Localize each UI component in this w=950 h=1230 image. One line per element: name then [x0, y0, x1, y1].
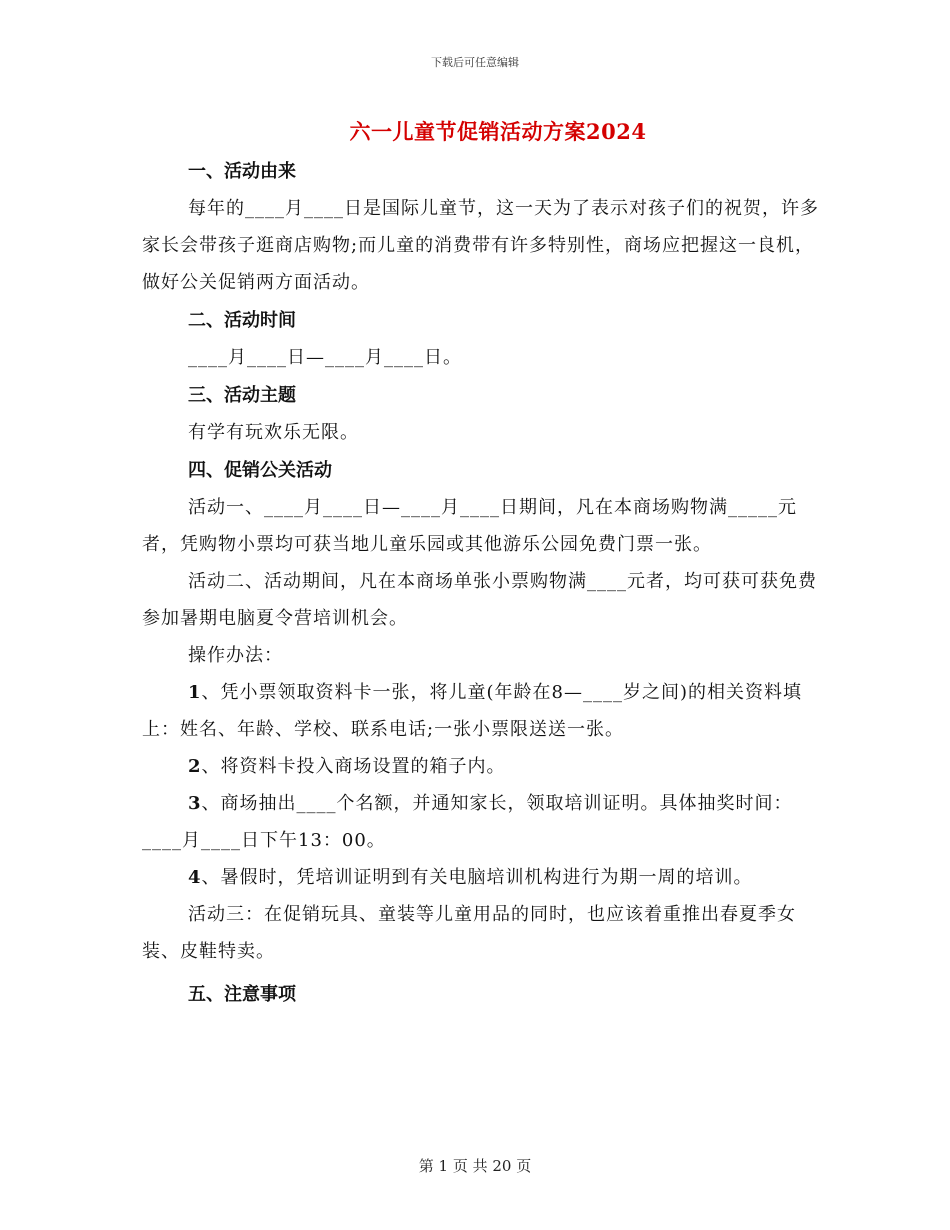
- step-2: [142, 748, 822, 785]
- section-heading-promotion: 四、促销公关活动: [188, 460, 332, 481]
- step-2-number: 2: [188, 756, 202, 777]
- paragraph-time: ____月____日—____月____日。: [188, 347, 462, 368]
- step-2-text: 、将资料卡投入商场设置的箱子内。: [201, 756, 506, 777]
- section-heading-theme: 三、活动主题: [188, 385, 296, 406]
- step-4-text: 、暑假时，凭培训证明到有关电脑培训机构进行为期一周的培训。: [201, 867, 753, 888]
- step-1-number: 1: [188, 682, 202, 703]
- step-4-number: 4: [188, 867, 202, 888]
- step-1: [142, 674, 822, 748]
- step-3-number: 3: [188, 793, 202, 814]
- step-4: [142, 859, 822, 896]
- paragraph-activity-one: 活动一、____月____日—____月____日期间，凡在本商场购物满_____元者，凭购物小票均可获当地儿童乐园或其他游乐公园免费门票一张。: [142, 497, 797, 555]
- document-title: 六一儿童节促销活动方案2024: [349, 119, 647, 144]
- section-heading-notes: 五、注意事项: [188, 984, 296, 1005]
- step-3: [142, 785, 822, 859]
- paragraph-origin: 每年的____月____日是国际儿童节，这一天为了表示对孩子们的祝贺，许多家长会带孩子逛商店购物;而儿童的消费带有许多特别性，商场应把握这一良机，做好公关促销两方面活动。: [142, 198, 819, 293]
- paragraph-theme: 有学有玩欢乐无限。: [188, 422, 359, 443]
- section-heading-origin: 一、活动由来: [188, 161, 296, 182]
- document-body: [142, 152, 822, 1013]
- paragraph-operation-method: 操作办法：: [188, 645, 283, 666]
- page-footer: 第 1 页 共 20 页: [418, 1157, 532, 1175]
- step-1-text: 、凭小票领取资料卡一张，将儿童(年龄在8—____岁之间)的相关资料填上：姓名、年龄、学校、联系电话;一张小票限送送一张。: [142, 682, 803, 740]
- header-note: 下载后可任意编辑: [431, 56, 519, 69]
- section-heading-time: 二、活动时间: [188, 310, 296, 331]
- paragraph-activity-three: 活动三：在促销玩具、童装等儿童用品的同时，也应该着重推出春夏季女装、皮鞋特卖。: [142, 904, 796, 962]
- step-3-text: 、商场抽出____个名额，并通知家长，领取培训证明。具体抽奖时间：____月____日下午13：00。: [142, 793, 793, 851]
- paragraph-activity-two: 活动二、活动期间，凡在本商场单张小票购物满____元者，均可获可获免费参加暑期电脑夏令营培训机会。: [142, 571, 817, 629]
